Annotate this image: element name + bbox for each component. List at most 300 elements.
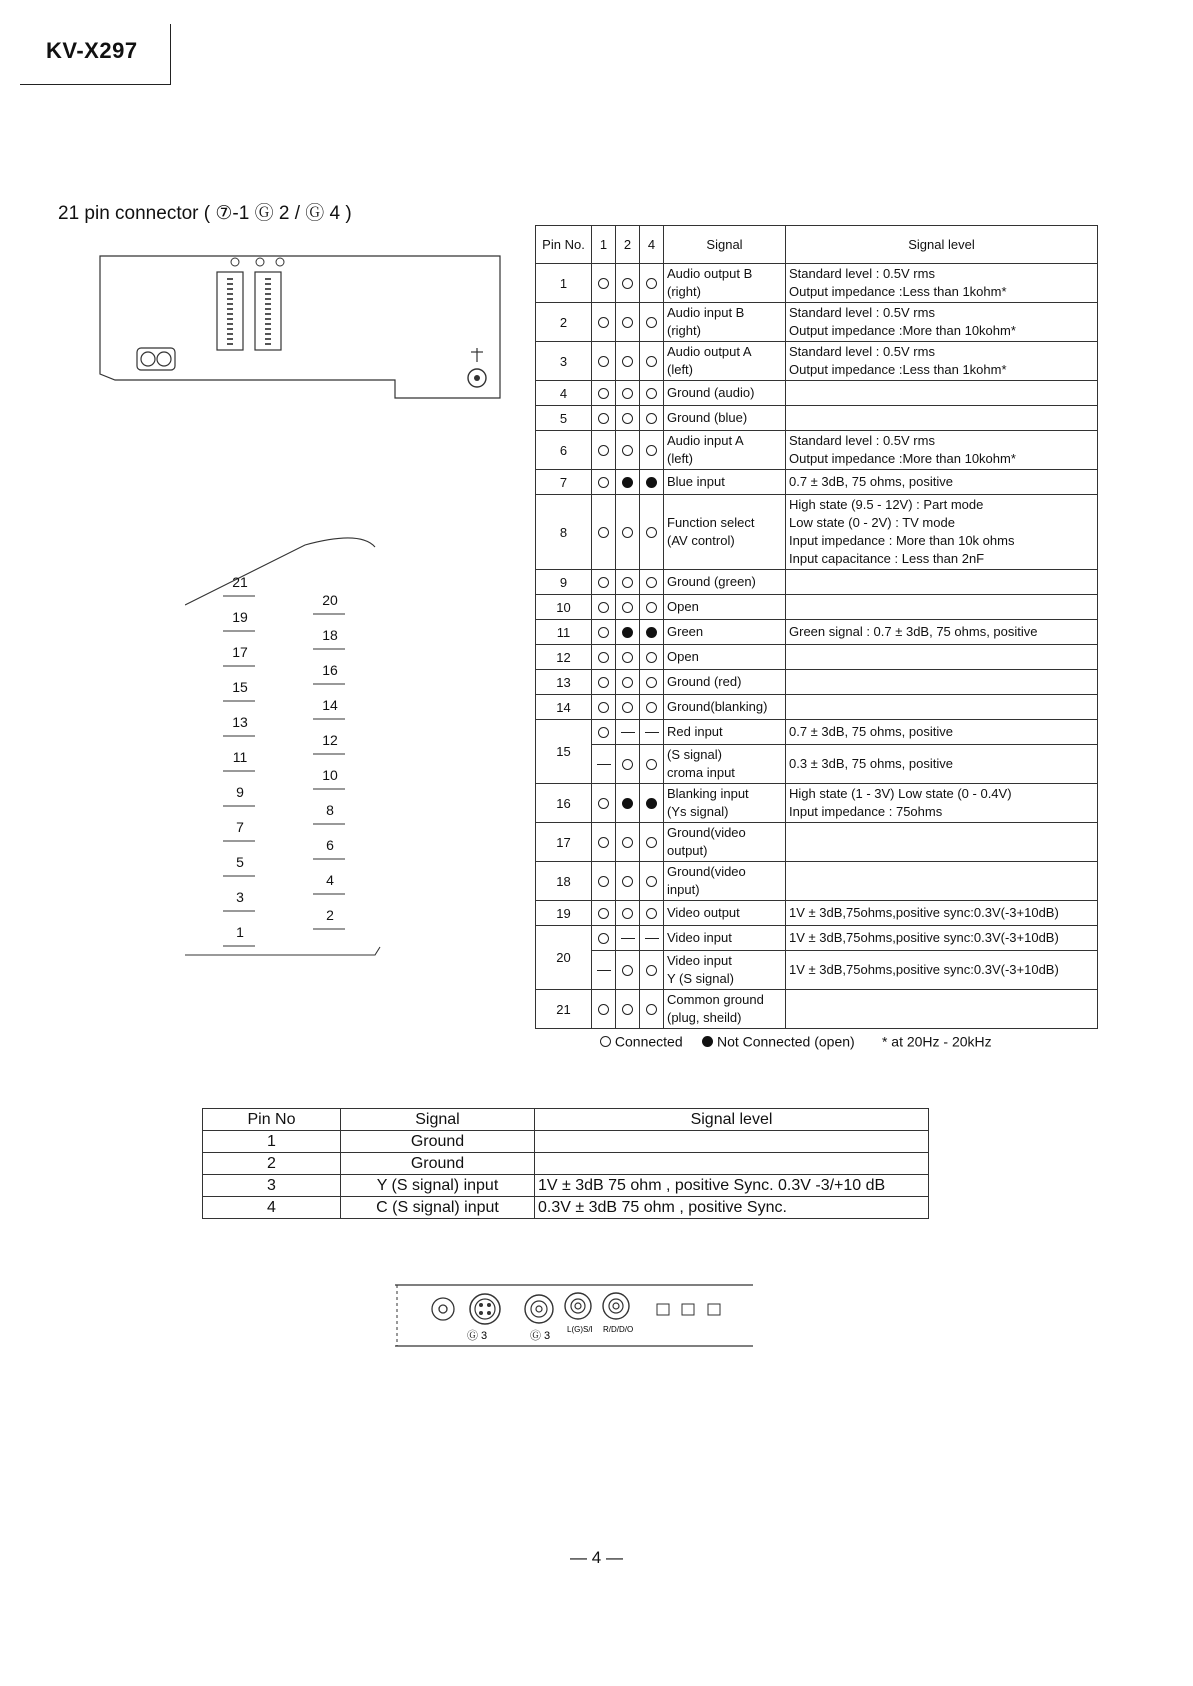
table-row: [203, 1197, 929, 1219]
signal-line: Audio output B: [667, 266, 753, 281]
signal-cell: [664, 784, 786, 823]
connected-symbol: [622, 965, 633, 976]
connected-symbol: [598, 356, 609, 367]
table-row: [536, 645, 1098, 670]
connection-cell: [592, 951, 616, 990]
pin-number-cell: 14: [536, 695, 592, 720]
table-row: [536, 720, 1098, 745]
connection-cell: [592, 495, 616, 570]
level-line: Standard level : 0.5V rms: [789, 305, 935, 320]
rear-panel-illustration: [95, 250, 505, 410]
audio-right-jack: [603, 1293, 629, 1319]
connection-cell: [592, 745, 616, 784]
connected-symbol: [646, 837, 657, 848]
signal-line: Open: [667, 649, 699, 664]
level-line: Output impedance :Less than 1kohm*: [789, 284, 1007, 299]
signal-level-cell: [786, 406, 1098, 431]
model-number: KV-X297: [46, 38, 138, 63]
level-line: 0.7 ± 3dB, 75 ohms, positive: [789, 474, 953, 489]
connection-cell: [640, 470, 664, 495]
connection-cell: [592, 862, 616, 901]
legend: [600, 1032, 992, 1049]
signal-line: Common ground: [667, 992, 764, 1007]
level-cell: 1V ± 3dB 75 ohm , positive Sync. 0.3V -3/+10 dB: [535, 1175, 929, 1197]
dash-symbol: [621, 732, 635, 733]
col-signal-level: Signal level: [786, 226, 1098, 264]
jack-label-right: R/D/D/O: [603, 1325, 634, 1334]
signal-level-cell: [786, 431, 1098, 470]
signal-line: Audio output A: [667, 344, 752, 359]
connected-symbol: [598, 278, 609, 289]
pin-number-cell: 2: [536, 303, 592, 342]
level-line: Standard level : 0.5V rms: [789, 433, 935, 448]
signal-cell: [664, 951, 786, 990]
signal-cell: [664, 823, 786, 862]
signal-cell: [664, 470, 786, 495]
table-row: [536, 406, 1098, 431]
table-row: [536, 342, 1098, 381]
connected-symbol: [622, 445, 633, 456]
table-row: [536, 695, 1098, 720]
connection-cell: [640, 862, 664, 901]
connection-cell: [592, 303, 616, 342]
pin-label: 19: [232, 609, 248, 625]
level-line: 1V ± 3dB,75ohms,positive sync:0.3V(-3+10dB): [789, 905, 1059, 920]
signal-level-cell: [786, 495, 1098, 570]
pin-label: 11: [232, 749, 248, 765]
audio-left-jack: [565, 1293, 591, 1319]
signal-line: croma input: [667, 765, 735, 780]
connection-cell: [616, 862, 640, 901]
signal-line: Ground (red): [667, 674, 742, 689]
table-row: [203, 1153, 929, 1175]
connected-symbol: [622, 702, 633, 713]
pin-label: 15: [232, 679, 248, 695]
col-signal: Signal: [664, 226, 786, 264]
signal-level-cell: [786, 570, 1098, 595]
connection-cell: [640, 670, 664, 695]
table-row: [536, 823, 1098, 862]
level-line: 0.7 ± 3dB, 75 ohms, positive: [789, 724, 953, 739]
signal-level-cell: [786, 620, 1098, 645]
signal-line: (Ys signal): [667, 804, 729, 819]
col-pin-no: Pin No: [203, 1109, 341, 1131]
signal-level-cell: [786, 470, 1098, 495]
table-header-row: [536, 226, 1098, 264]
connection-cell: [616, 901, 640, 926]
signal-cell: [664, 745, 786, 784]
connected-symbol: [598, 627, 609, 638]
pin-label: 8: [326, 802, 334, 818]
connected-symbol: [646, 759, 657, 770]
connected-symbol: [598, 527, 609, 538]
pin-label: 20: [322, 592, 338, 608]
connection-cell: [640, 495, 664, 570]
connected-symbol: [598, 577, 609, 588]
level-line: High state (9.5 - 12V) : Part mode: [789, 497, 984, 512]
col-2: 2: [616, 226, 640, 264]
connection-cell: [592, 926, 616, 951]
signal-line: Blanking input: [667, 786, 749, 801]
connected-symbol: [622, 908, 633, 919]
signal-line: (S signal): [667, 747, 722, 762]
connected-symbol: [622, 876, 633, 887]
pin-number-cell: 9: [536, 570, 592, 595]
connected-symbol: [622, 527, 633, 538]
connected-symbol: [622, 413, 633, 424]
connected-symbol: [598, 652, 609, 663]
connection-cell: [616, 406, 640, 431]
connection-cell: [616, 990, 640, 1029]
signal-level-cell: [786, 720, 1098, 745]
signal-line: Video input: [667, 953, 732, 968]
connection-cell: [640, 303, 664, 342]
connection-cell: [592, 264, 616, 303]
jack-label-video: Ⓖ 3: [530, 1330, 551, 1342]
level-line: Output impedance :More than 10kohm*: [789, 451, 1016, 466]
connection-cell: [616, 620, 640, 645]
signal-level-cell: [786, 595, 1098, 620]
pin-number-cell: 7: [536, 470, 592, 495]
signal-line: Ground (audio): [667, 385, 755, 400]
connected-symbol: [598, 798, 609, 809]
pin-number-cell: 8: [536, 495, 592, 570]
pin-number-cell: 16: [536, 784, 592, 823]
dash-symbol: [645, 938, 659, 939]
connected-symbol: [622, 1004, 633, 1015]
connection-cell: [640, 951, 664, 990]
pin-number-cell: 6: [536, 431, 592, 470]
pin-label: 14: [322, 697, 338, 713]
signal-line: Green: [667, 624, 704, 639]
connected-symbol: [598, 876, 609, 887]
level-line: High state (1 - 3V) Low state (0 - 0.4V): [789, 786, 1012, 801]
connected-symbol: [622, 602, 633, 613]
scart-socket-right: [255, 272, 281, 350]
connected-symbol: [646, 317, 657, 328]
signal-line: Blue input: [667, 474, 725, 489]
connected-symbol: [646, 876, 657, 887]
col-1: 1: [592, 226, 616, 264]
table-row: [536, 470, 1098, 495]
connection-cell: [640, 431, 664, 470]
pin-cell: 2: [203, 1153, 341, 1175]
connection-cell: [616, 595, 640, 620]
pin-number-cell: 4: [536, 381, 592, 406]
signal-cell: [664, 695, 786, 720]
audio-jacks: [137, 348, 175, 370]
pin-number-cell: 1: [536, 264, 592, 303]
signal-cell: [664, 901, 786, 926]
connection-cell: [592, 695, 616, 720]
level-line: 0.3 ± 3dB, 75 ohms, positive: [789, 756, 953, 771]
not-connected-symbol: [622, 477, 633, 488]
connection-cell: [640, 342, 664, 381]
pin-number-cell: 10: [536, 595, 592, 620]
signal-cell: [664, 670, 786, 695]
connection-cell: [616, 470, 640, 495]
level-line: Output impedance :More than 10kohm*: [789, 323, 1016, 338]
signal-line: output): [667, 843, 708, 858]
connection-cell: [616, 264, 640, 303]
level-line: Standard level : 0.5V rms: [789, 266, 935, 281]
connected-symbol: [646, 677, 657, 688]
connected-symbol: [598, 933, 609, 944]
level-line: Input capacitance : Less than 2nF: [789, 551, 985, 566]
scart-pin-layout: [185, 535, 385, 975]
table-row: [536, 951, 1098, 990]
pin-label: 10: [322, 767, 338, 783]
connected-symbol: [622, 759, 633, 770]
signal-cell: [664, 303, 786, 342]
connected-symbol: [646, 1004, 657, 1015]
connected-symbol: [598, 837, 609, 848]
connection-cell: [616, 926, 640, 951]
connection-cell: [616, 745, 640, 784]
connected-symbol: [622, 577, 633, 588]
pin-label: 5: [236, 854, 244, 870]
table-row: [203, 1175, 929, 1197]
signal-level-cell: [786, 342, 1098, 381]
connection-cell: [616, 342, 640, 381]
connection-cell: [592, 990, 616, 1029]
signal-cell: [664, 990, 786, 1029]
connection-cell: [616, 495, 640, 570]
table-row: [536, 990, 1098, 1029]
connection-cell: [616, 670, 640, 695]
signal-level-cell: [786, 264, 1098, 303]
table-row: [536, 570, 1098, 595]
connection-cell: [616, 720, 640, 745]
connected-symbol: [598, 317, 609, 328]
pin-number-cell: 12: [536, 645, 592, 670]
connection-cell: [592, 570, 616, 595]
signal-level-cell: [786, 381, 1098, 406]
pin-label: 9: [236, 784, 244, 800]
signal-level-cell: [786, 645, 1098, 670]
signal-line: (left): [667, 451, 693, 466]
signal-level-cell: [786, 745, 1098, 784]
pin-label: 3: [236, 889, 244, 905]
signal-level-cell: [786, 926, 1098, 951]
pin-cell: 1: [203, 1131, 341, 1153]
connection-cell: [640, 901, 664, 926]
pin-number-cell: 19: [536, 901, 592, 926]
pin-label: 2: [326, 907, 334, 923]
signal-level-cell: [786, 670, 1098, 695]
not-connected-symbol: [622, 627, 633, 638]
connected-symbol: [646, 602, 657, 613]
legend-note: * at 20Hz - 20kHz: [881, 1033, 992, 1050]
connected-symbol: [622, 356, 633, 367]
signal-cell: [664, 595, 786, 620]
connection-cell: [592, 620, 616, 645]
pin-number-cell: 21: [536, 990, 592, 1029]
connected-symbol: [622, 317, 633, 328]
connection-cell: [616, 381, 640, 406]
pin-label: 12: [322, 732, 338, 748]
signal-cell: [664, 264, 786, 303]
connected-symbol: [646, 278, 657, 289]
table-row: [536, 595, 1098, 620]
connected-symbol: [646, 577, 657, 588]
table-row: [536, 745, 1098, 784]
scart-pin-table: [535, 225, 1098, 1029]
pin-label: 16: [322, 662, 338, 678]
video-jack: [525, 1295, 553, 1323]
dash-symbol: [645, 732, 659, 733]
antenna-socket: [468, 348, 486, 387]
connection-cell: [616, 431, 640, 470]
pin-number-cell: 17: [536, 823, 592, 862]
connected-symbol: [622, 278, 633, 289]
signal-line: (left): [667, 362, 693, 377]
col-signal-level: Signal level: [535, 1109, 929, 1131]
pin-label: 4: [326, 872, 334, 888]
signal-line: input): [667, 882, 700, 897]
connection-cell: [640, 620, 664, 645]
table-header-row: [203, 1109, 929, 1131]
connection-cell: [592, 431, 616, 470]
signal-line: Audio input A: [667, 433, 744, 448]
level-cell: [535, 1131, 929, 1153]
connection-cell: [640, 990, 664, 1029]
connection-cell: [592, 720, 616, 745]
signal-level-cell: [786, 901, 1098, 926]
table-row: [536, 784, 1098, 823]
connected-symbol: [646, 965, 657, 976]
pin-number-cell: 20: [536, 926, 592, 990]
signal-level-cell: [786, 990, 1098, 1029]
signal-cell: [664, 862, 786, 901]
signal-line: Ground(video: [667, 825, 746, 840]
table-row: [536, 670, 1098, 695]
pin-number-cell: 11: [536, 620, 592, 645]
connected-symbol: [646, 527, 657, 538]
connected-symbol: [598, 1004, 609, 1015]
connected-symbol: [598, 413, 609, 424]
level-cell: [535, 1153, 929, 1175]
signal-level-cell: [786, 823, 1098, 862]
table-row: [536, 495, 1098, 570]
connection-cell: [592, 823, 616, 862]
table-row: [536, 620, 1098, 645]
signal-line: Video input: [667, 930, 732, 945]
pin-label: 17: [232, 644, 248, 660]
pin-number-cell: 13: [536, 670, 592, 695]
connection-cell: [640, 381, 664, 406]
table-row: [536, 926, 1098, 951]
connected-symbol: [646, 702, 657, 713]
connection-cell: [592, 381, 616, 406]
table-row: [536, 303, 1098, 342]
scart-socket-left: [217, 272, 243, 350]
signal-cell: [664, 720, 786, 745]
signal-line: (right): [667, 284, 701, 299]
signal-level-cell: [786, 303, 1098, 342]
pin-number-cell: 3: [536, 342, 592, 381]
connected-symbol: [598, 602, 609, 613]
connected-symbol: [598, 677, 609, 688]
signal-cell: [664, 495, 786, 570]
signal-level-cell: [786, 695, 1098, 720]
signal-line: Ground (green): [667, 574, 756, 589]
col-signal: Signal: [341, 1109, 535, 1131]
table-row: [536, 264, 1098, 303]
signal-cell: [664, 342, 786, 381]
connector-title: 21 pin connector ( ⑦-1 Ⓖ 2 / Ⓖ 4 ): [58, 203, 352, 224]
connected-symbol: [598, 908, 609, 919]
connection-cell: [616, 951, 640, 990]
pin-label: 13: [232, 714, 248, 730]
connection-cell: [640, 720, 664, 745]
connection-cell: [640, 264, 664, 303]
level-line: 1V ± 3dB,75ohms,positive sync:0.3V(-3+10dB): [789, 962, 1059, 977]
not-connected-symbol: [646, 798, 657, 809]
page-number: — 4 —: [570, 1548, 623, 1567]
signal-line: Video output: [667, 905, 740, 920]
signal-cell: [664, 381, 786, 406]
signal-line: (right): [667, 323, 701, 338]
signal-cell: [664, 570, 786, 595]
level-line: Input impedance : 75ohms: [789, 804, 943, 819]
level-line: Input impedance : More than 10k ohms: [789, 533, 1015, 548]
level-line: Output impedance :Less than 1kohm*: [789, 362, 1007, 377]
connected-symbol: [622, 652, 633, 663]
connected-symbol: [646, 652, 657, 663]
pin-number-cell: 5: [536, 406, 592, 431]
signal-level-cell: [786, 862, 1098, 901]
signal-cell: Y (S signal) input: [341, 1175, 535, 1197]
signal-level-cell: [786, 951, 1098, 990]
signal-cell: [664, 431, 786, 470]
connection-cell: [640, 784, 664, 823]
signal-line: Open: [667, 599, 699, 614]
not-connected-symbol: [646, 477, 657, 488]
connection-cell: [616, 303, 640, 342]
connection-cell: [616, 784, 640, 823]
connection-cell: [640, 823, 664, 862]
connection-cell: [616, 570, 640, 595]
signal-line: Audio input B: [667, 305, 745, 320]
level-line: Green signal : 0.7 ± 3dB, 75 ohms, positive: [789, 624, 1038, 639]
level-cell: 0.3V ± 3dB 75 ohm , positive Sync.: [535, 1197, 929, 1219]
jack-label-left: L(G)S/I: [567, 1325, 593, 1334]
pin-number-cell: 15: [536, 720, 592, 784]
signal-line: (AV control): [667, 533, 735, 548]
connection-cell: [616, 823, 640, 862]
table-row: [203, 1131, 929, 1153]
connection-cell: [592, 901, 616, 926]
connection-cell: [592, 645, 616, 670]
not-connected-symbol: [622, 798, 633, 809]
signal-line: Ground (blue): [667, 410, 748, 425]
connection-cell: [640, 570, 664, 595]
connected-symbol: [646, 445, 657, 456]
level-line: 1V ± 3dB,75ohms,positive sync:0.3V(-3+10dB): [789, 930, 1059, 945]
connection-cell: [640, 745, 664, 784]
connection-cell: [640, 406, 664, 431]
signal-level-cell: [786, 784, 1098, 823]
connection-cell: [592, 784, 616, 823]
signal-cell: [664, 926, 786, 951]
headphone-jack: [432, 1298, 454, 1320]
dash-symbol: [597, 764, 611, 765]
connection-cell: [640, 645, 664, 670]
signal-line: (plug, sheild): [667, 1010, 742, 1025]
connected-symbol: [622, 677, 633, 688]
not-connected-symbol: [646, 627, 657, 638]
